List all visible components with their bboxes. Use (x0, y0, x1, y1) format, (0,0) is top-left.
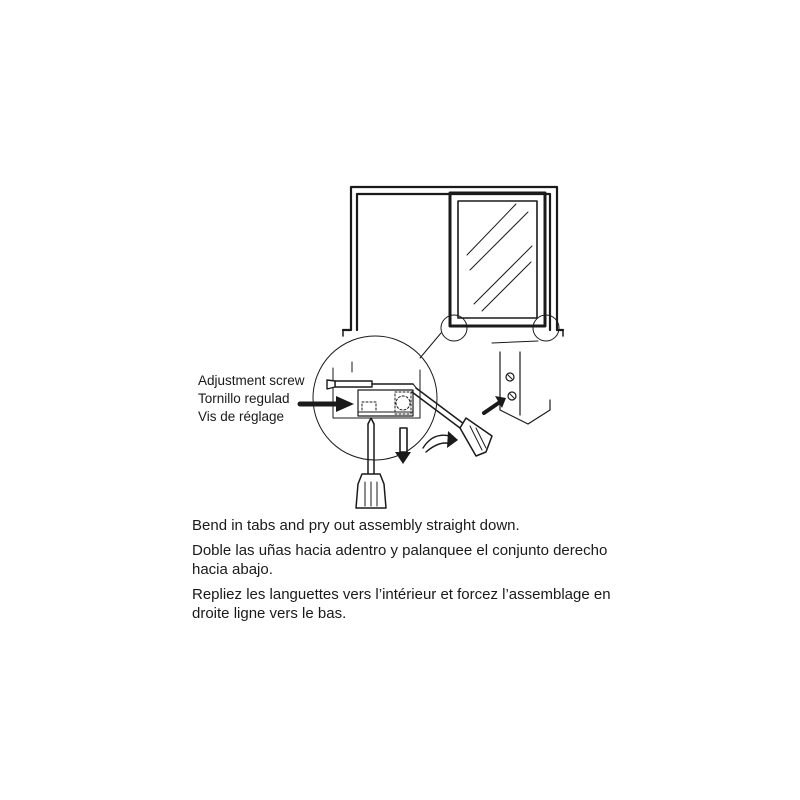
flathead-screwdriver-vertical (356, 418, 386, 508)
label-english: Adjustment screw (198, 373, 305, 388)
roller-detail-magnifier (313, 336, 437, 460)
pry-curve-arrow (423, 431, 458, 452)
adjustment-screw (327, 380, 418, 390)
adjustment-screw-label (198, 372, 305, 426)
bracket-arrow (484, 396, 506, 413)
label-french: Vis de réglage (198, 409, 285, 424)
sliding-glass-panel (450, 193, 545, 326)
side-bracket-view (500, 352, 550, 424)
label-spanish: Tornillo regulad (198, 391, 290, 406)
door-frame (343, 187, 563, 336)
instruction-spanish: Doble las uñas hacia adentro y palanquee el conjunto derecho hacia abajo. (192, 542, 608, 578)
roller-detail-markers (420, 315, 559, 358)
instructions-block (192, 516, 612, 629)
down-arrow (395, 428, 411, 464)
instruction-english: Bend in tabs and pry out assembly straight down. (192, 517, 520, 534)
instruction-french: Repliez les languettes vers l’intérieur et forcez l’assemblage en droite ligne vers le bas. (192, 586, 611, 622)
callout-arrow (300, 396, 354, 412)
